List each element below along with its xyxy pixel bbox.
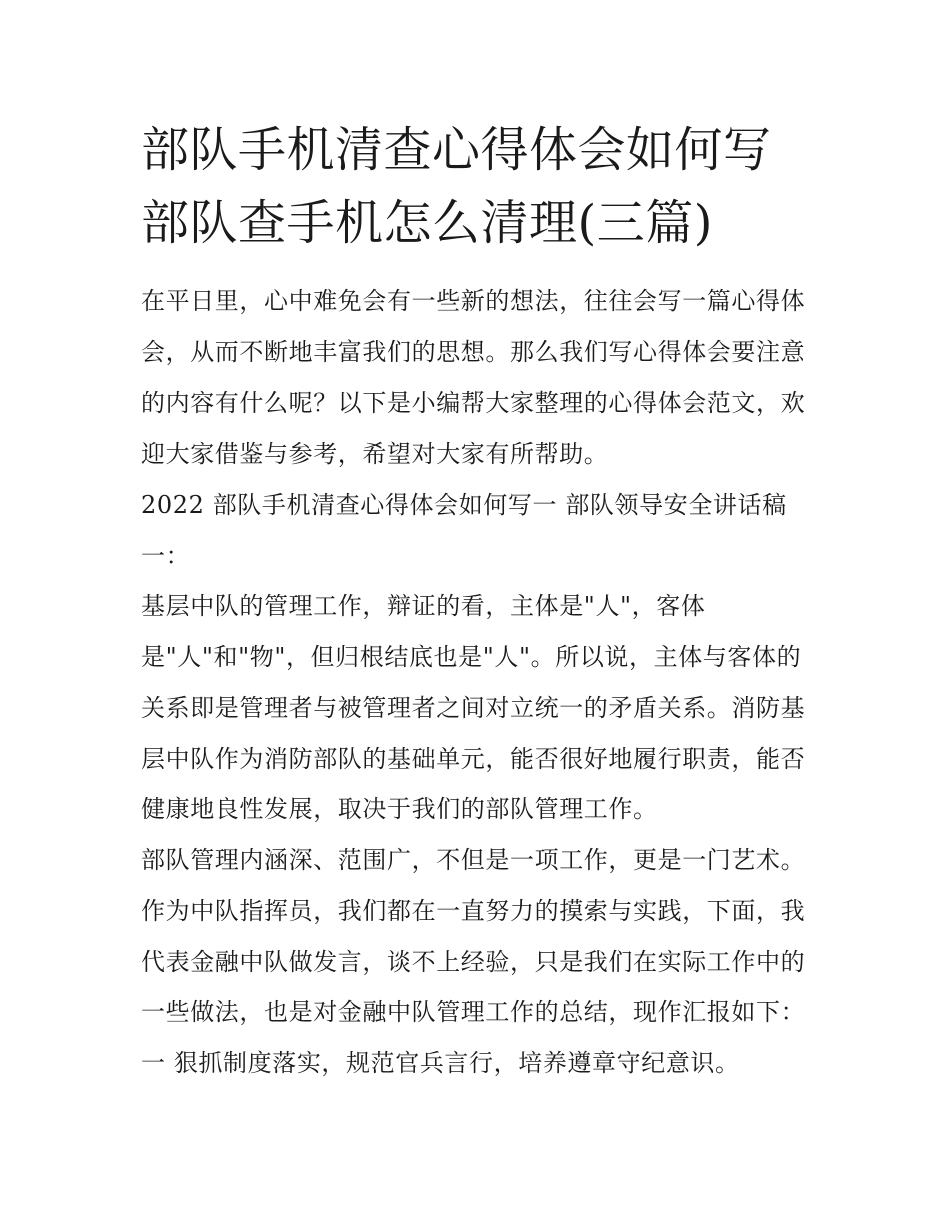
body-text-line: 会，从而不断地丰富我们的思想。那么我们写心得体会要注意 bbox=[141, 338, 806, 366]
section-heading-line: 一： bbox=[141, 542, 191, 570]
body-text-line: 一 狠抓制度落实，规范官兵言行，培养遵章守纪意识。 bbox=[141, 1049, 740, 1077]
body-text-line: 在平日里，心中难免会有一些新的想法，往往会写一篇心得体 bbox=[141, 287, 806, 315]
body-text-line: 代表金融中队做发言，谈不上经验，只是我们在实际工作中的 bbox=[141, 948, 806, 976]
document-title-line-2: 部队查手机怎么清理(三篇) bbox=[141, 195, 713, 251]
body-text-line: 迎大家借鉴与参考，希望对大家有所帮助。 bbox=[141, 440, 609, 468]
body-text-line: 健康地良性发展，取决于我们的部队管理工作。 bbox=[141, 795, 658, 823]
body-text-line: 关系即是管理者与被管理者之间对立统一的矛盾关系。消防基 bbox=[141, 694, 806, 722]
body-text-line: 层中队作为消防部队的基础单元，能否很好地履行职责，能否 bbox=[141, 745, 806, 773]
body-text-line: 部队管理内涵深、范围广，不但是一项工作，更是一门艺术。 bbox=[141, 846, 806, 874]
section-heading-line: 2022 部队手机清查心得体会如何写一 部队领导安全讲话稿 bbox=[141, 491, 787, 519]
body-text-line: 作为中队指挥员，我们都在一直努力的摸索与实践，下面，我 bbox=[141, 897, 806, 925]
document-title-line-1: 部队手机清查心得体会如何写 bbox=[141, 122, 772, 178]
body-text-line: 是"人"和"物"，但归根结底也是"人"。所以说，主体与客体的 bbox=[141, 643, 802, 671]
body-text-line: 的内容有什么呢？以下是小编帮大家整理的心得体会范文，欢 bbox=[141, 389, 806, 417]
body-text-line: 基层中队的管理工作，辩证的看，主体是"人"，客体 bbox=[141, 592, 706, 620]
body-text-line: 一些做法，也是对金融中队管理工作的总结，现作汇报如下： bbox=[141, 998, 806, 1026]
